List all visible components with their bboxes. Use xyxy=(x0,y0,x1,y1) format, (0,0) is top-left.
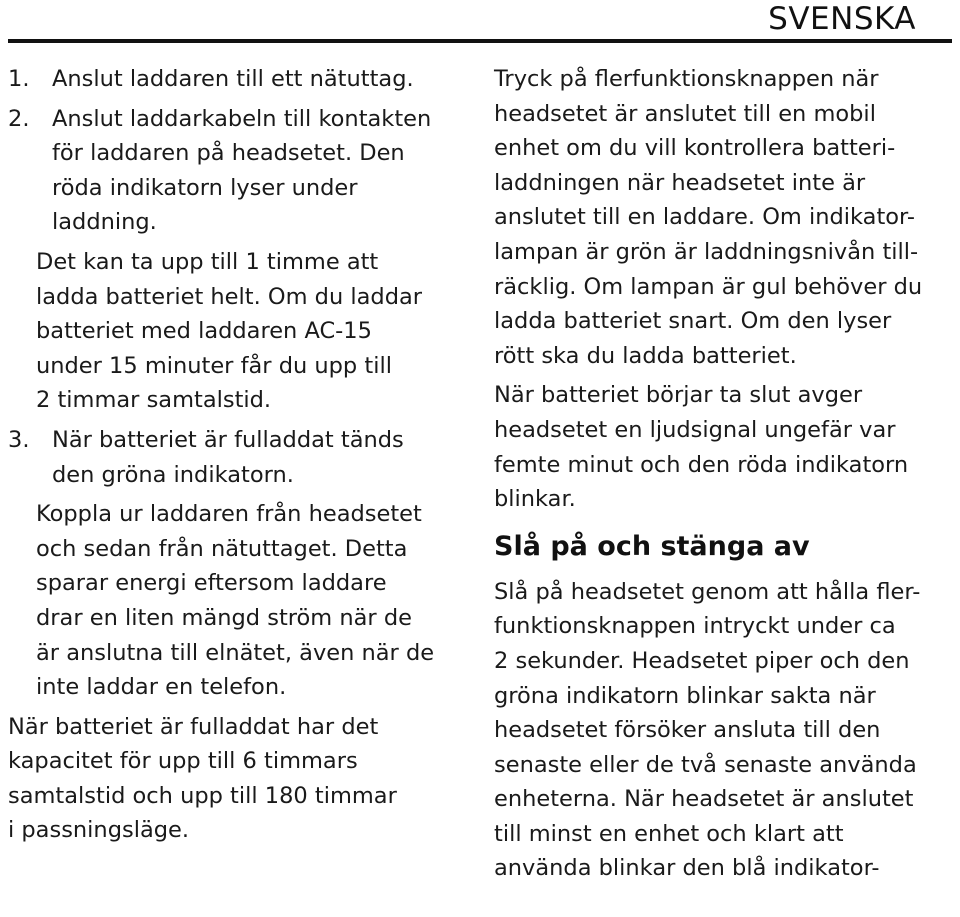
step-number: 2. xyxy=(8,105,30,132)
text-line: laddningen när headsetet inte är xyxy=(494,169,866,196)
text-line: lampan är grön är laddningsnivån till- xyxy=(494,238,919,265)
text-line: ladda batteriet snart. Om den lyser xyxy=(494,308,892,335)
text-line: till minst en enhet och klart att xyxy=(494,820,844,847)
closing-paragraph xyxy=(8,710,458,848)
text-line: Tryck på flerfunktionsknappen när xyxy=(494,66,879,92)
text-line: Koppla ur laddaren från headsetet xyxy=(36,501,422,528)
text-line: senaste eller de två senaste använda xyxy=(494,751,917,778)
text-line: Anslut laddaren till ett nätuttag. xyxy=(52,66,414,92)
text-line: När batteriet är fulladdat har det xyxy=(8,713,379,740)
text-line: under 15 minuter får du upp till xyxy=(36,352,392,379)
text-line: enhet om du vill kontrollera batteri- xyxy=(494,135,896,162)
step-2 xyxy=(8,102,458,240)
text-line: kapacitet för upp till 6 timmars xyxy=(8,748,358,775)
text-line: batteriet med laddaren AC-15 xyxy=(36,318,372,345)
left-column xyxy=(8,62,458,848)
text-line: headsetet är anslutet till en mobil xyxy=(494,100,876,127)
text-line: laddning. xyxy=(52,209,157,236)
text-line: femte minut och den röda indikatorn xyxy=(494,451,909,478)
step-number: 3. xyxy=(8,426,30,453)
text-line: röda indikatorn lyser under xyxy=(52,174,358,201)
text-line: och sedan från nätuttaget. Detta xyxy=(36,535,408,562)
text-line: 2 sekunder. Headsetet piper och den xyxy=(494,647,910,674)
text-line: blinkar. xyxy=(494,486,576,513)
text-line: anslutet till en laddare. Om indikator- xyxy=(494,204,915,231)
text-line: för laddaren på headsetet. Den xyxy=(52,140,405,167)
battery-check-paragraph xyxy=(494,62,944,373)
text-line: drar en liten mängd ström när de xyxy=(36,604,412,631)
text-line: headsetet försöker ansluta till den xyxy=(494,717,881,744)
text-line: gröna indikatorn blinkar sakta när xyxy=(494,682,876,709)
text-line: inte laddar en telefon. xyxy=(36,674,287,701)
text-line: är anslutna till elnätet, även när de xyxy=(36,639,435,666)
text-line: i passningsläge. xyxy=(8,817,190,844)
text-line: den gröna indikatorn. xyxy=(52,461,294,488)
step-text xyxy=(52,62,458,97)
section-heading: Slå på och stänga av xyxy=(494,530,810,562)
step-text xyxy=(52,423,458,492)
text-line: När batteriet börjar ta slut avger xyxy=(494,382,863,409)
text-line: rött ska du ladda batteriet. xyxy=(494,342,797,369)
step-2-note xyxy=(8,245,458,418)
text-line: headsetet en ljudsignal ungefär var xyxy=(494,416,896,443)
text-line: Slå på headsetet genom att hålla fler- xyxy=(494,578,921,605)
text-line: Det kan ta upp till 1 timme att xyxy=(36,248,379,275)
step-text xyxy=(52,102,458,240)
text-line: räcklig. Om lampan är gul behöver du xyxy=(494,273,923,300)
right-column xyxy=(494,62,944,886)
text-line: sparar energi eftersom laddare xyxy=(36,570,387,597)
step-number: 1. xyxy=(8,66,30,92)
power-on-paragraph xyxy=(494,575,944,886)
text-line: Anslut laddarkabeln till kontakten xyxy=(52,105,432,132)
text-line: samtalstid och upp till 180 timmar xyxy=(8,782,397,809)
step-3 xyxy=(8,423,458,492)
text-line: ladda batteriet helt. Om du laddar xyxy=(36,283,423,310)
step-3-note xyxy=(8,497,458,705)
step-1 xyxy=(8,62,458,97)
text-line: När batteriet är fulladdat tänds xyxy=(52,426,404,453)
language-header: SVENSKA xyxy=(768,1,916,37)
text-line: 2 timmar samtalstid. xyxy=(36,387,272,414)
text-line: funktionsknappen intryckt under ca xyxy=(494,613,896,640)
text-line: använda blinkar den blå indikator- xyxy=(494,855,880,882)
text-line: enheterna. När headsetet är anslutet xyxy=(494,786,914,813)
header-rule xyxy=(8,39,952,43)
low-battery-paragraph xyxy=(494,378,944,516)
